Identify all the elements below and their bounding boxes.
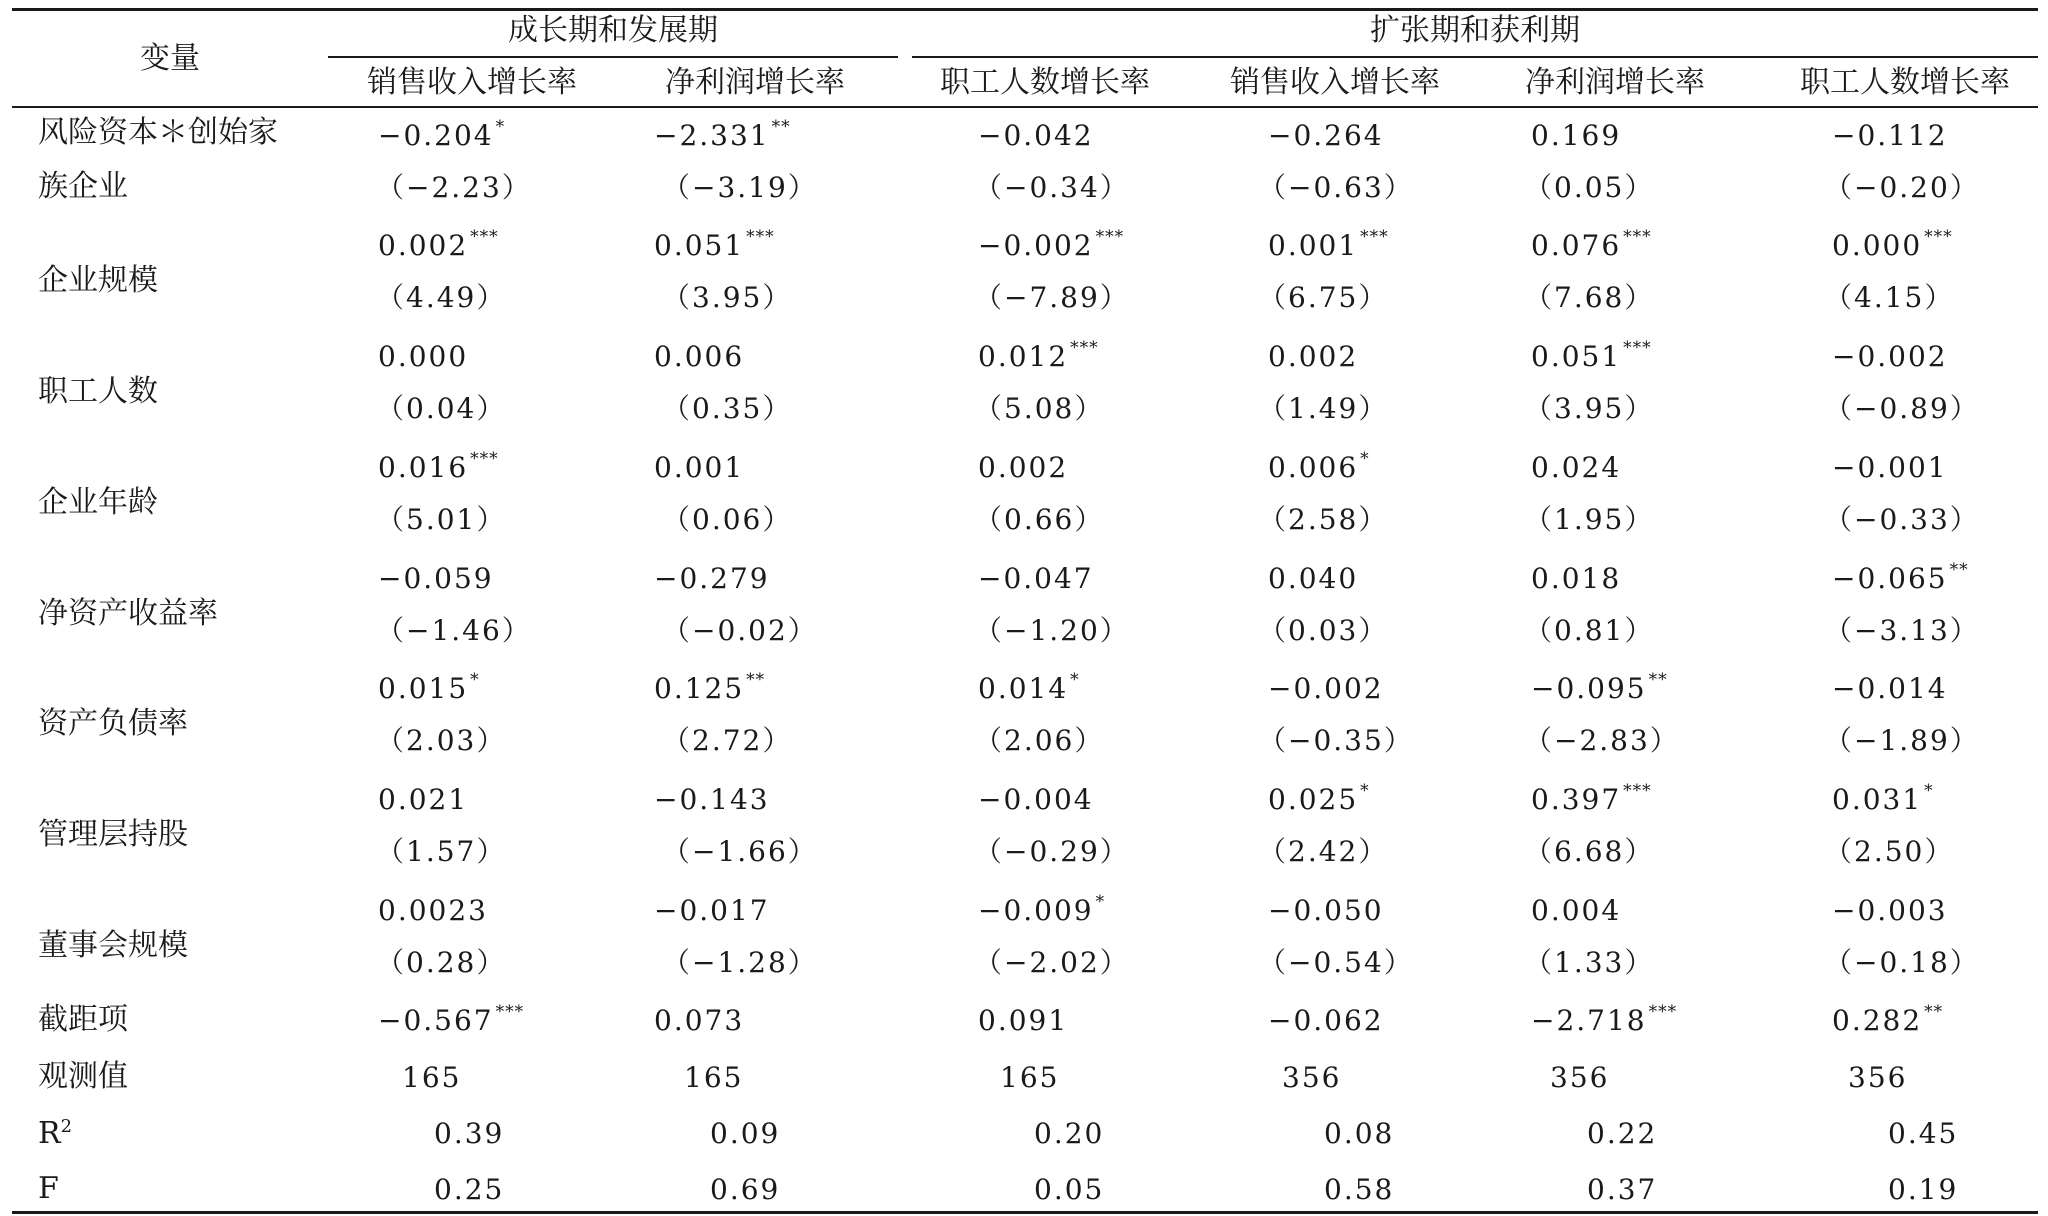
t-stat-cell: （−0.18） — [1824, 946, 1980, 979]
coefficient-cell — [654, 451, 814, 484]
coefficient-value: −0.014 — [1832, 672, 1948, 705]
coefficient-cell — [654, 340, 814, 373]
coefficient-value: 0.076 — [1531, 229, 1622, 262]
coefficient-cell — [1268, 227, 1428, 262]
significance-stars: *** — [746, 227, 775, 247]
coefficient-cell — [1832, 451, 1992, 484]
coefficient-cell — [378, 1002, 538, 1037]
coefficient-cell — [1531, 894, 1691, 927]
f-stat-cell: 0.37 — [1587, 1173, 1658, 1206]
coefficient-cell — [1531, 119, 1691, 152]
coefficient-value: 0.000 — [378, 340, 469, 373]
coefficient-value: 0.0023 — [378, 894, 488, 927]
t-stat-cell: （−1.66） — [662, 835, 818, 868]
observation-cell: 356 — [1550, 1061, 1610, 1094]
significance-stars: *** — [1095, 227, 1125, 247]
coefficient-value: −0.059 — [378, 562, 494, 595]
t-stat-cell: （−0.89） — [1824, 392, 1980, 425]
coefficient-cell — [1832, 1002, 1992, 1037]
bottom-rule — [12, 1211, 2038, 1214]
f-stat-cell: 0.19 — [1888, 1173, 1959, 1206]
coefficient-value: 0.397 — [1531, 783, 1622, 816]
significance-stars: *** — [495, 1002, 525, 1022]
group2-header: 扩张期和获利期 — [1370, 13, 1580, 48]
t-stat-cell: （−0.54） — [1258, 946, 1414, 979]
coefficient-cell — [378, 117, 538, 152]
coefficient-value: 0.016 — [378, 451, 469, 484]
coefficient-cell — [378, 340, 538, 373]
coefficient-value: 0.002 — [1268, 340, 1359, 373]
significance-stars: ** — [771, 117, 791, 137]
r-squared-exponent: 2 — [60, 1116, 73, 1137]
coefficient-value: −0.065 — [1832, 562, 1948, 595]
coefficient-cell — [978, 1004, 1138, 1037]
row-label: 观测值 — [38, 1059, 128, 1094]
row-label: 企业年龄 — [38, 485, 158, 520]
t-stat-cell: （0.66） — [974, 503, 1105, 536]
coefficient-cell — [1268, 449, 1428, 484]
row-label: 董事会规模 — [38, 928, 188, 963]
coefficient-cell — [654, 894, 814, 927]
significance-stars: * — [1360, 781, 1370, 801]
coefficient-value: 0.002 — [378, 229, 469, 262]
coefficient-cell — [654, 783, 814, 816]
t-stat-cell: （1.95） — [1524, 503, 1655, 536]
row-label: F — [38, 1171, 59, 1206]
significance-stars: ** — [746, 670, 766, 690]
significance-stars: * — [1360, 449, 1370, 469]
t-stat-cell: （0.04） — [376, 392, 507, 425]
coefficient-cell — [1268, 781, 1428, 816]
coefficient-value: 0.004 — [1531, 894, 1622, 927]
coefficient-cell — [978, 783, 1138, 816]
t-stat-cell: （2.03） — [376, 724, 507, 757]
significance-stars: *** — [1360, 227, 1389, 247]
significance-stars: ** — [1924, 1002, 1944, 1022]
t-stat-cell: （6.68） — [1524, 835, 1655, 868]
t-stat-cell: （4.49） — [376, 281, 507, 314]
coefficient-cell — [654, 1004, 814, 1037]
column-header: 销售收入增长率 — [1230, 65, 1440, 100]
t-stat-cell: （1.57） — [376, 835, 507, 868]
column-header: 职工人数增长率 — [940, 65, 1150, 100]
coefficient-cell — [1531, 670, 1691, 705]
significance-stars: ** — [1949, 560, 1969, 580]
t-stat-cell: （−2.23） — [376, 171, 532, 204]
coefficient-cell — [1832, 894, 1992, 927]
coefficient-cell — [654, 670, 814, 705]
coefficient-value: −2.718 — [1531, 1004, 1647, 1037]
observation-cell: 165 — [402, 1061, 462, 1094]
column-header: 净利润增长率 — [665, 65, 845, 100]
top-rule — [12, 8, 2038, 11]
coefficient-value: 0.001 — [1268, 229, 1359, 262]
t-stat-cell: （−0.63） — [1258, 171, 1414, 204]
row-label: 企业规模 — [38, 263, 158, 298]
coefficient-value: 0.018 — [1531, 562, 1622, 595]
t-stat-cell: （2.72） — [662, 724, 793, 757]
f-stat-cell: 0.25 — [434, 1173, 505, 1206]
row-label: 资产负债率 — [38, 706, 188, 741]
t-stat-cell: （−0.02） — [662, 614, 818, 647]
coefficient-value: 0.015 — [378, 672, 469, 705]
f-stat-cell: 0.69 — [710, 1173, 781, 1206]
coefficient-value: 0.091 — [978, 1004, 1069, 1037]
coefficient-value: −0.017 — [654, 894, 770, 927]
coefficient-value: −0.204 — [378, 119, 494, 152]
coefficient-cell — [1268, 894, 1428, 927]
row-label: 风险资本＊创始家 — [38, 115, 278, 150]
coefficient-value: −0.002 — [978, 229, 1094, 262]
f-stat-cell: 0.05 — [1034, 1173, 1105, 1206]
coefficient-cell — [978, 227, 1138, 262]
coefficient-value: −0.001 — [1832, 451, 1948, 484]
coefficient-cell — [978, 338, 1138, 373]
coefficient-cell — [1531, 451, 1691, 484]
coefficient-value: 0.006 — [1268, 451, 1359, 484]
coefficient-value: −0.050 — [1268, 894, 1384, 927]
t-stat-cell: （−0.33） — [1824, 503, 1980, 536]
row-label: 净资产收益率 — [38, 596, 218, 631]
significance-stars: *** — [1070, 338, 1099, 358]
t-stat-cell: （0.03） — [1258, 614, 1389, 647]
observation-cell: 165 — [684, 1061, 744, 1094]
significance-stars: *** — [1623, 227, 1652, 247]
t-stat-cell: （−3.13） — [1824, 614, 1980, 647]
column-header: 净利润增长率 — [1525, 65, 1705, 100]
coefficient-cell — [1832, 227, 1992, 262]
t-stat-cell: （2.58） — [1258, 503, 1389, 536]
coefficient-cell — [378, 227, 538, 262]
coefficient-value: −0.264 — [1268, 119, 1384, 152]
coefficient-cell — [1268, 340, 1428, 373]
significance-stars: ** — [1648, 670, 1668, 690]
t-stat-cell: （2.50） — [1824, 835, 1955, 868]
coefficient-cell — [654, 562, 814, 595]
coefficient-cell — [1531, 227, 1691, 262]
coefficient-cell — [1531, 562, 1691, 595]
t-stat-cell: （0.05） — [1524, 171, 1655, 204]
r-squared-base: R — [38, 1116, 61, 1151]
group1-header: 成长期和发展期 — [508, 13, 718, 48]
coefficient-value: 0.006 — [654, 340, 745, 373]
significance-stars: *** — [1924, 227, 1953, 247]
row-label — [38, 1118, 72, 1149]
significance-stars: *** — [1648, 1002, 1678, 1022]
t-stat-cell: （5.08） — [974, 392, 1105, 425]
coefficient-value: 0.025 — [1268, 783, 1359, 816]
t-stat-cell: （−1.28） — [662, 946, 818, 979]
coefficient-value: 0.024 — [1531, 451, 1622, 484]
t-stat-cell: （1.49） — [1258, 392, 1389, 425]
group2-underline — [912, 56, 2038, 58]
coefficient-value: 0.000 — [1832, 229, 1923, 262]
coefficient-cell — [378, 894, 538, 927]
coefficient-cell — [1832, 781, 1992, 816]
coefficient-cell — [1832, 119, 1992, 152]
t-stat-cell: （−0.35） — [1258, 724, 1414, 757]
coefficient-value: −0.042 — [978, 119, 1094, 152]
row-label: 截距项 — [38, 1002, 128, 1037]
coefficient-value: 0.125 — [654, 672, 745, 705]
t-stat-cell: （0.28） — [376, 946, 507, 979]
t-stat-cell: （1.33） — [1524, 946, 1655, 979]
t-stat-cell: （−1.20） — [974, 614, 1130, 647]
coefficient-cell — [1268, 562, 1428, 595]
coefficient-value: 0.021 — [378, 783, 469, 816]
t-stat-cell: （−0.20） — [1824, 171, 1980, 204]
coefficient-value: 0.073 — [654, 1004, 745, 1037]
t-stat-cell: （3.95） — [662, 281, 793, 314]
coefficient-value: −0.143 — [654, 783, 770, 816]
significance-stars: * — [1095, 892, 1106, 912]
coefficient-cell — [378, 562, 538, 595]
column-header: 职工人数增长率 — [1800, 65, 2010, 100]
significance-stars: * — [1924, 781, 1934, 801]
coefficient-value: −0.095 — [1531, 672, 1647, 705]
header-rule — [12, 106, 2038, 108]
coefficient-cell — [378, 783, 538, 816]
coefficient-value: −0.112 — [1832, 119, 1948, 152]
r-squared-cell: 0.08 — [1324, 1117, 1395, 1150]
coefficient-cell — [378, 449, 538, 484]
coefficient-value: −0.004 — [978, 783, 1094, 816]
coefficient-cell — [378, 670, 538, 705]
row-label: 管理层持股 — [38, 817, 188, 852]
coefficient-cell — [1531, 338, 1691, 373]
coefficient-value: 0.031 — [1832, 783, 1923, 816]
coefficient-value: 0.169 — [1531, 119, 1622, 152]
f-stat-cell: 0.58 — [1324, 1173, 1395, 1206]
coefficient-cell — [654, 227, 814, 262]
significance-stars: *** — [1623, 338, 1652, 358]
coefficient-value: −0.062 — [1268, 1004, 1384, 1037]
t-stat-cell: （−3.19） — [662, 171, 818, 204]
coefficient-value: −0.047 — [978, 562, 1094, 595]
coefficient-value: 0.001 — [654, 451, 745, 484]
t-stat-cell: （3.95） — [1524, 392, 1655, 425]
t-stat-cell: （−0.34） — [974, 171, 1130, 204]
coefficient-cell — [978, 892, 1138, 927]
coefficient-cell — [1531, 781, 1691, 816]
observation-cell: 165 — [1000, 1061, 1060, 1094]
t-stat-cell: （−1.46） — [376, 614, 532, 647]
t-stat-cell: （5.01） — [376, 503, 507, 536]
coefficient-value: −0.002 — [1832, 340, 1948, 373]
coefficient-cell — [978, 562, 1138, 595]
coefficient-value: −0.002 — [1268, 672, 1384, 705]
r-squared-cell: 0.45 — [1888, 1117, 1959, 1150]
significance-stars: * — [1070, 670, 1080, 690]
coefficient-value: 0.051 — [1531, 340, 1622, 373]
t-stat-cell: （−1.89） — [1824, 724, 1980, 757]
observation-cell: 356 — [1282, 1061, 1342, 1094]
t-stat-cell: （0.06） — [662, 503, 793, 536]
t-stat-cell: （−2.02） — [974, 946, 1130, 979]
coefficient-cell — [1268, 1004, 1428, 1037]
significance-stars: *** — [1623, 781, 1652, 801]
t-stat-cell: （−7.89） — [974, 281, 1130, 314]
coefficient-value: −0.567 — [378, 1004, 494, 1037]
row-label: 族企业 — [38, 169, 128, 204]
coefficient-cell — [978, 119, 1138, 152]
coefficient-cell — [1531, 1002, 1691, 1037]
t-stat-cell: （2.42） — [1258, 835, 1389, 868]
t-stat-cell: （0.81） — [1524, 614, 1655, 647]
t-stat-cell: （6.75） — [1258, 281, 1389, 314]
coefficient-cell — [1832, 340, 1992, 373]
coefficient-value: 0.014 — [978, 672, 1069, 705]
r-squared-cell: 0.39 — [434, 1117, 505, 1150]
coefficient-value: 0.051 — [654, 229, 745, 262]
coefficient-value: −0.009 — [978, 894, 1094, 927]
significance-stars: *** — [470, 227, 499, 247]
observation-cell: 356 — [1848, 1061, 1908, 1094]
r-squared-cell: 0.09 — [710, 1117, 781, 1150]
t-stat-cell: （0.35） — [662, 392, 793, 425]
r-squared-cell: 0.20 — [1034, 1117, 1105, 1150]
variable-header: 变量 — [140, 41, 200, 76]
significance-stars: * — [495, 117, 506, 137]
t-stat-cell: （4.15） — [1824, 281, 1955, 314]
coefficient-cell — [654, 117, 814, 152]
coefficient-value: −0.003 — [1832, 894, 1948, 927]
t-stat-cell: （−2.83） — [1524, 724, 1680, 757]
row-label: 职工人数 — [38, 374, 158, 409]
t-stat-cell: （7.68） — [1524, 281, 1655, 314]
coefficient-cell — [1268, 672, 1428, 705]
column-header: 销售收入增长率 — [367, 65, 577, 100]
coefficient-cell — [978, 670, 1138, 705]
coefficient-value: 0.012 — [978, 340, 1069, 373]
group1-underline — [328, 56, 898, 58]
coefficient-cell — [1268, 119, 1428, 152]
t-stat-cell: （−0.29） — [974, 835, 1130, 868]
t-stat-cell: （2.06） — [974, 724, 1105, 757]
coefficient-cell — [978, 451, 1138, 484]
coefficient-value: 0.282 — [1832, 1004, 1923, 1037]
coefficient-value: −0.279 — [654, 562, 770, 595]
r-squared-cell: 0.22 — [1587, 1117, 1658, 1150]
coefficient-value: 0.040 — [1268, 562, 1359, 595]
coefficient-value: −2.331 — [654, 119, 770, 152]
significance-stars: *** — [470, 449, 499, 469]
coefficient-cell — [1832, 560, 1992, 595]
coefficient-cell — [1832, 672, 1992, 705]
coefficient-value: 0.002 — [978, 451, 1069, 484]
significance-stars: * — [470, 670, 480, 690]
